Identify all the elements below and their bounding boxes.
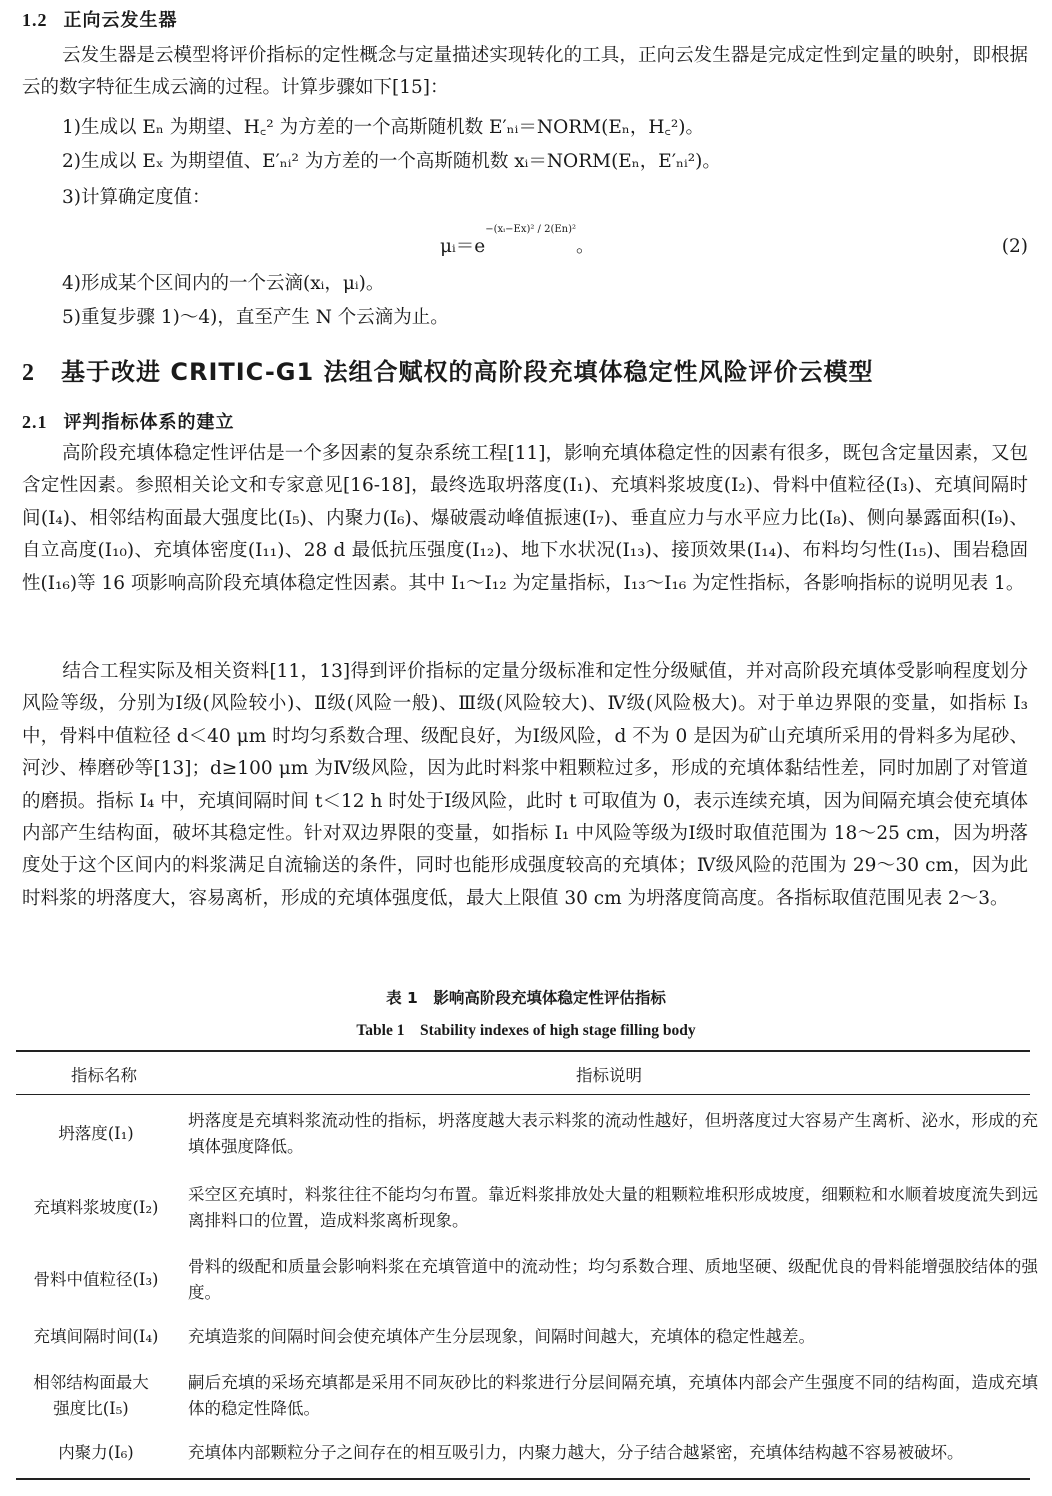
- table-1-caption-en: Table 1 Stability indexes of high stage filling body: [356, 1022, 696, 1039]
- section-title: 正向云发生器: [63, 10, 178, 31]
- section-title: 基于改进 CRITIC-G1 法组合赋权的高阶段充填体稳定性风险评价云模型: [61, 358, 874, 386]
- row-desc: 充填造浆的间隔时间会使充填体产生分层现象，间隔时间越大，充填体的稳定性越差。: [188, 1327, 815, 1346]
- section-title: 评判指标体系的建立: [63, 412, 235, 433]
- row-name: 充填料浆坡度(I₂): [33, 1198, 159, 1217]
- table-top-rule: [16, 1050, 1030, 1052]
- certainty-formula: [440, 224, 595, 258]
- row-name: 内聚力(I₆): [58, 1443, 134, 1462]
- section-number: 2: [22, 360, 35, 386]
- section-2-1-heading: [22, 408, 235, 434]
- table-bottom-rule: [16, 1478, 1030, 1480]
- section-1-2-heading: [22, 6, 178, 32]
- section-1-2-intro: 云发生器是云模型将评价指标的定性概念与定量描述实现转化的工具，正向云发生器是完成定性到定量的映射，即根据云的数字特征生成云滴的过程。计算步骤如下[15]：: [22, 45, 1028, 99]
- table-header-desc: 指标说明: [576, 1066, 642, 1085]
- step-4: 4)形成某个区间内的一个云滴(xᵢ，μᵢ)。: [62, 273, 385, 294]
- row-desc: 采空区充填时，料浆往往不能均匀布置。靠近料浆排放处大量的粗颗粒堆积形成坡度，细颗粒和水顺着坡度流失到远离排料口的位置，造成料浆离析现象。: [188, 1185, 1038, 1230]
- table-header-rule: [16, 1094, 1030, 1095]
- step-5: 5)重复步骤 1)～4)，直至产生 N 个云滴为止。: [62, 307, 449, 328]
- row-name: 骨料中值粒径(I₃): [33, 1270, 159, 1289]
- equation-number: (2): [1001, 236, 1028, 257]
- formula-exponent: −(xᵢ−Ex)² / 2(En)²: [485, 224, 577, 235]
- step-1: 1)生成以 Eₙ 为期望、H꜀² 为方差的一个高斯随机数 E′ₙᵢ＝NORM(Eₙ，H꜀²)。: [62, 117, 705, 138]
- step-3: 3)计算确定度值：: [62, 187, 211, 208]
- table-1-caption-cn: 表 1 影响高阶段充填体稳定性评估指标: [386, 989, 666, 1007]
- row-name: 相邻结构面最大强度比(I₅): [33, 1373, 149, 1418]
- row-desc: 骨料的级配和质量会影响料浆在充填管道中的流动性；均匀系数合理、质地坚硬、级配优良的骨料能增强胶结体的强度。: [188, 1257, 1038, 1302]
- row-desc: 嗣后充填的采场充填都是采用不同灰砂比的料浆进行分层间隔充填，充填体内部会产生强度不同的结构面，造成充填体的稳定性降低。: [188, 1373, 1038, 1418]
- row-name: 充填间隔时间(I₄): [33, 1327, 159, 1346]
- row-desc: 充填体内部颗粒分子之间存在的相互吸引力，内聚力越大，分子结合越紧密，充填体结构越不容易被破坏。: [188, 1443, 964, 1462]
- step-2: 2)生成以 Eₓ 为期望值、E′ₙᵢ² 为方差的一个高斯随机数 xᵢ＝NORM(Eₙ，E′ₙᵢ²)。: [62, 151, 721, 172]
- table-header-name: 指标名称: [71, 1066, 137, 1085]
- section-number: 2.1: [22, 412, 48, 432]
- formula-lhs: μᵢ＝e: [440, 236, 486, 257]
- section-2-1-paragraph-2: 结合工程实际及相关资料[11，13]得到评价指标的定量分级标准和定性分级赋值，并对高阶段充填体受影响程度划分风险等级，分别为Ⅰ级(风险较小)、Ⅱ级(风险一般)、Ⅲ级(风险较大)、Ⅳ级(风险极大)。对于单边界限的变量，如指标 I₃ 中，骨料中值粒径 d＜40 μm 时均匀系数合理、级配良好，为Ⅰ级风险，d 不为 0 是因为矿山充填所采用的骨料多为尾砂、河沙、棒磨砂等[13]；d≥100 μm 为Ⅳ级风险，因为此时料浆中粗颗粒过多，形成的充填体黏结性差，同时加剧了对管道的磨损。指标 I₄ 中，充填间隔时间 t＜12 h 时处于Ⅰ级风险，此时 t 可取值为 0，表示连续充填，因为间隔充填会使充填体内部产生结构面，破坏其稳定性。针对双边界限的变量，如指标 I₁ 中风险等级为Ⅰ级时取值范围为 18～25 cm，因为坍落度处于这个区间内的料浆满足自流输送的条件，同时也能形成强度较高的充填体；Ⅳ级风险的范围为 29～30 cm，因为此时料浆的坍落度大，容易离析，形成的充填体强度低，最大上限值 30 cm 为坍落度筒高度。各指标取值范围见表 2～3。: [22, 661, 1028, 909]
- section-2-1-paragraph-1: 高阶段充填体稳定性评估是一个多因素的复杂系统工程[11]，影响充填体稳定性的因素有很多，既包含定量因素，又包含定性因素。参照相关论文和专家意见[16-18]，最终选取坍落度(I₁)、充填料浆坡度(I₂)、骨料中值粒径(I₃)、充填间隔时间(I₄)、相邻结构面最大强度比(I₅)、内聚力(I₆)、爆破震动峰值振速(I₇)、垂直应力与水平应力比(I₈)、侧向暴露面积(I₉)、自立高度(I₁₀)、充填体密度(I₁₁)、28 d 最低抗压强度(I₁₂)、地下水状况(I₁₃)、接顶效果(I₁₄)、布料均匀性(I₁₅)、围岩稳固性(I₁₆)等 16 项影响高阶段充填体稳定性因素。其中 I₁～I₁₂ 为定量指标，I₁₃～I₁₆ 为定性指标，各影响指标的说明见表 1。: [22, 443, 1028, 594]
- section-number: 1.2: [22, 10, 48, 30]
- section-2-heading: [22, 352, 874, 387]
- row-desc: 坍落度是充填料浆流动性的指标，坍落度越大表示料浆的流动性越好，但坍落度过大容易产生离析、泌水，形成的充填体强度降低。: [188, 1111, 1038, 1156]
- formula-end: 。: [576, 236, 595, 257]
- row-name: 坍落度(I₁): [58, 1124, 134, 1143]
